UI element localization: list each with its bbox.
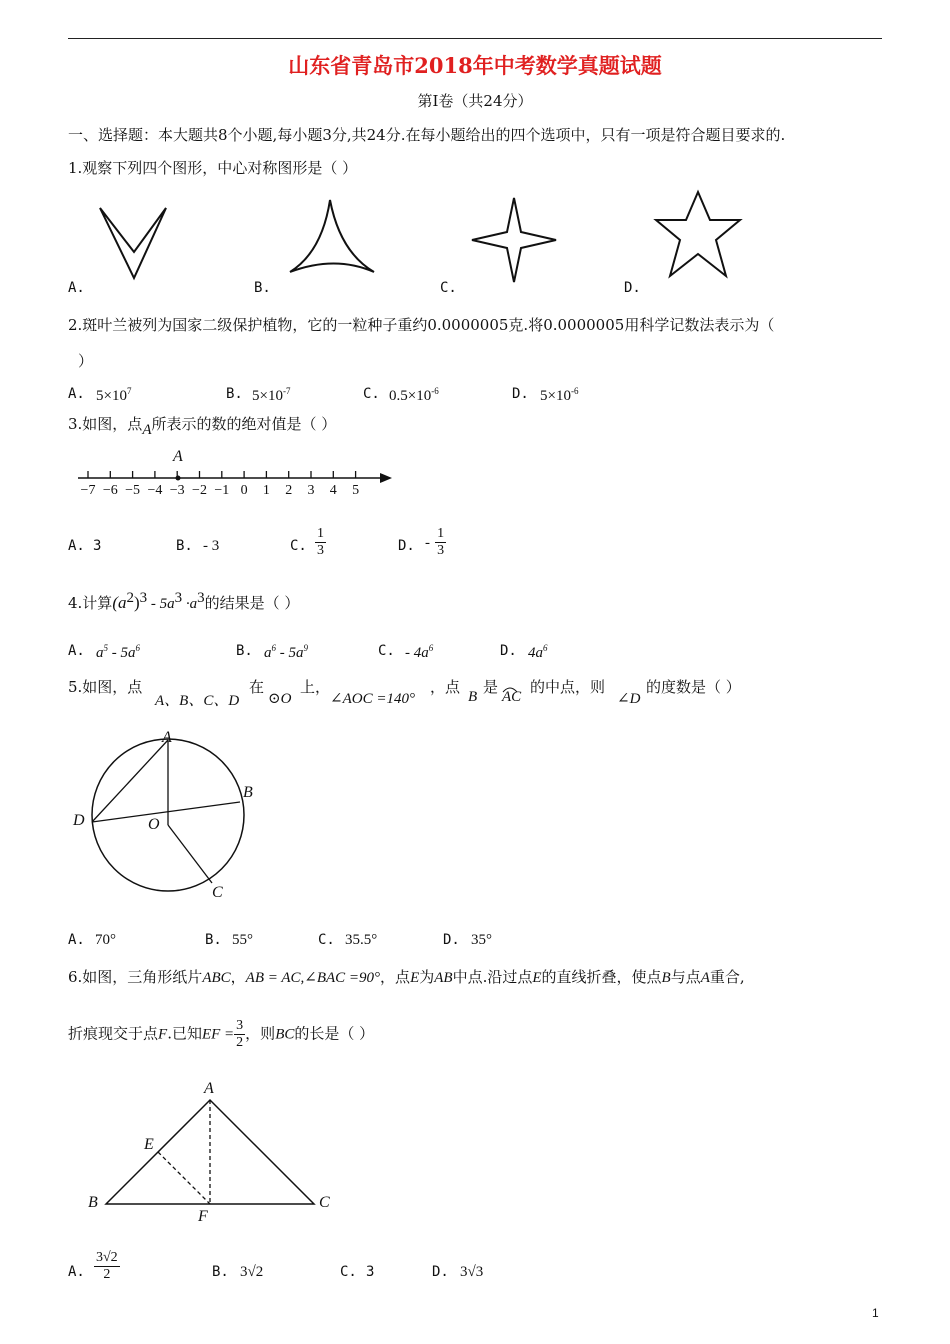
q3-label-c: C. (290, 538, 307, 554)
number-line-tick-label: 2 (285, 483, 293, 498)
q6-label-c: C. (340, 1264, 357, 1280)
number-line-tick-label: −5 (125, 483, 141, 498)
point-a-label: A (173, 448, 183, 465)
q1-label-c: C. (440, 280, 457, 296)
q3-label-a: A. (68, 538, 85, 554)
q3-option-c: $\frac{1}{3}$ (317, 526, 324, 558)
q3-option-d: - $\frac{1}{3}$ (425, 526, 445, 558)
q4-label-a: A. (68, 643, 85, 659)
number-line-tick-label: 3 (307, 483, 315, 498)
q4-stem: 4.计算$(a^2)^3 - 5a^3 \cdot a^3$的结果是（ ） (68, 590, 300, 612)
fig6-label-a: A (204, 1080, 214, 1097)
section-instructions: 一、选择题：本大题共8个小题,每小题3分,共24分.在每小题给出的四个选项中，只有一项是符合题目要求的. (68, 126, 786, 144)
q5-stem-1: 5.如图，点 (68, 678, 143, 696)
q3-option-b: - 3 (203, 538, 220, 554)
q2-label-c: C. (363, 386, 380, 402)
number-line-tick-label: −4 (147, 483, 163, 498)
fig6-label-e: E (144, 1136, 154, 1153)
q5-points: A、B、C、D (155, 693, 240, 709)
page-number: 1 (872, 1306, 879, 1320)
q5-label-a: A. (68, 932, 85, 948)
number-line-tick-label: 5 (352, 483, 360, 498)
q5-option-b: 55° (232, 932, 253, 948)
q5-label-b: B. (205, 932, 222, 948)
q5-stem-7: 的度数是（ ） (646, 678, 741, 696)
q2-option-c: $0.5\times 10^{-6}$ (389, 386, 439, 404)
q3-label-b: B. (176, 538, 193, 554)
q5-stem-4: ，点 (430, 678, 461, 696)
number-line-tick-label: −1 (214, 483, 230, 498)
q6-option-d: 3√3 (460, 1264, 484, 1280)
q5-stem-5: 是 (483, 678, 499, 696)
q5-label-c: C. (318, 932, 335, 948)
q2-label-a: A. (68, 386, 85, 402)
number-line-tick-label: −2 (192, 483, 207, 498)
number-line-tick-label: −3 (169, 483, 185, 498)
q5-angle: ∠AOC =140° (330, 691, 415, 707)
q5-arc: AC (502, 689, 522, 705)
q1-label-b: B. (254, 280, 271, 296)
q3-option-a: 3 (93, 538, 102, 554)
q5-option-c: 35.5° (345, 932, 378, 948)
q4-option-a: $a^5 - 5a^6$ (96, 643, 140, 661)
q1-stem: 1.观察下列四个图形，中心对称图形是（ ） (68, 159, 358, 177)
q5-stem-6: 的中点，则 (530, 678, 606, 696)
fig5-label-c: C (212, 884, 223, 901)
page-title: 山东省青岛市2018年中考数学真题试题 (288, 53, 662, 78)
q5-d: ∠D (617, 691, 641, 707)
q3-label-d: D. (398, 538, 415, 554)
q4-label-c: C. (378, 643, 395, 659)
q6-option-a: $\frac{3√2}{2}$ (96, 1250, 118, 1282)
q6-label-b: B. (212, 1264, 229, 1280)
q2-option-a: $5\times 10^7$ (96, 386, 132, 404)
q2-option-d: $5\times 10^{-6}$ (540, 386, 579, 404)
q4-option-d: $4a^6$ (528, 643, 548, 661)
q6-stem-line1: 6.如图，三角形纸片ABC，AB = AC,∠BAC =90°，点E为AB中点.沿过点E的直线折叠，使点B与点A重合, (68, 968, 745, 986)
q2-option-b: $5\times 10^{-7}$ (252, 386, 291, 404)
fig6-label-f: F (198, 1208, 208, 1225)
q2-stem-close: ） (78, 352, 94, 370)
q3-stem: 3.如图，点A所表示的数的绝对值是（ ） (68, 415, 337, 438)
q1-label-d: D. (624, 280, 641, 296)
q2-label-b: B. (226, 386, 243, 402)
number-line-tick-label: −6 (102, 483, 118, 498)
q5-label-d: D. (443, 932, 460, 948)
fig5-label-a: A (162, 729, 172, 746)
volume-heading: 第Ⅰ卷（共24分） (417, 92, 533, 110)
q4-option-c: - $4a^6$ (405, 643, 434, 661)
q4-option-b: $a^6 - 5a^9$ (264, 643, 308, 661)
q6-option-c: 3 (366, 1264, 375, 1280)
number-line-tick-label: 1 (262, 483, 270, 498)
q5-stem-2: 在 (249, 678, 265, 696)
q5-option-a: 70° (95, 932, 116, 948)
q4-label-b: B. (236, 643, 253, 659)
number-line-tick-label: 0 (240, 483, 248, 498)
q6-stem-line2: 折痕现交于点F.已知EF = $\frac{3}{2}$ ，则BC的长是（ ） (68, 1018, 375, 1050)
fig6-label-b: B (88, 1194, 98, 1211)
q5-circle: ⊙O (268, 691, 292, 707)
q5-option-d: 35° (471, 932, 492, 948)
fig5-label-o: O (148, 816, 160, 833)
q5-b: B (468, 689, 478, 705)
q6-label-d: D. (432, 1264, 449, 1280)
number-line-tick-label: −7 (80, 483, 96, 498)
q4-label-d: D. (500, 643, 517, 659)
q5-stem-3: 上， (300, 678, 331, 696)
fig5-label-d: D (73, 812, 85, 829)
fig5-label-b: B (243, 784, 253, 801)
q2-label-d: D. (512, 386, 529, 402)
q6-label-a: A. (68, 1264, 85, 1280)
q6-option-b: 3√2 (240, 1264, 264, 1280)
q2-stem: 2.斑叶兰被列为国家二级保护植物，它的一粒种子重约0.0000005克.将0.0000005用科学记数法表示为（ (68, 316, 775, 334)
q1-label-a: A. (68, 280, 85, 296)
number-line-tick-label: 4 (329, 483, 337, 498)
fig6-label-c: C (319, 1194, 330, 1211)
